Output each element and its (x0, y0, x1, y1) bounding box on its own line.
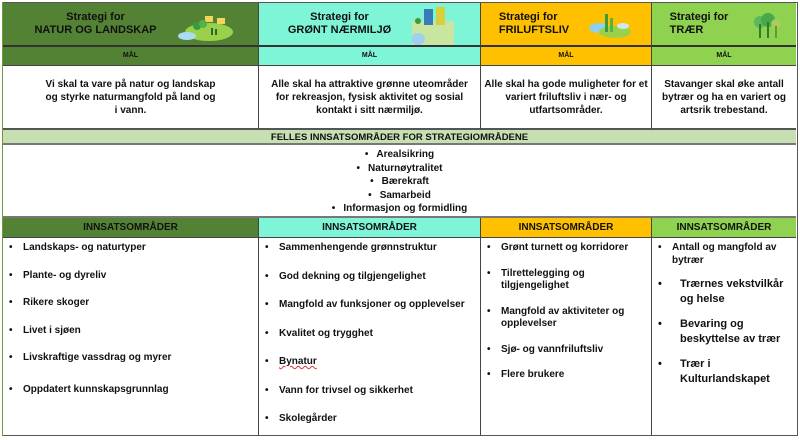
bullet-icon: • (658, 358, 662, 370)
header-frilufts-line2: FRILUFTSLIV (498, 24, 570, 36)
bullet-icon: • (487, 305, 491, 317)
innsats-body-row (3, 238, 796, 435)
bullet-icon: • (487, 369, 491, 380)
goal-frilufts: Alle skal ha gode muligheter for et variert friluftsliv i nær- og utfartsområder. (481, 66, 652, 130)
header-frilufts-line1: Strategi for (498, 11, 558, 23)
list-item: • Mangfold av funksjoner og opplevelser (265, 299, 465, 310)
bullet-icon: • (658, 278, 662, 290)
bullet-icon: • (265, 356, 269, 367)
list-item: • Plante- og dyreliv (9, 269, 107, 281)
header-gront (259, 3, 481, 47)
header-traer-line2: TRÆR (669, 24, 704, 36)
innsats-list-traer (652, 238, 796, 435)
list-item: • Sjø- og vannfriluftsliv (487, 343, 604, 355)
felles-item: • Arealsikring (365, 148, 434, 162)
bullet-icon: • (9, 269, 13, 281)
header-natur-line2: NATUR OG LANDSKAP (34, 24, 157, 36)
header-gront-line2: GRØNT NÆRMILJØ (287, 24, 392, 36)
header-traer (652, 3, 796, 47)
felles-item: • Samarbeid (368, 189, 431, 203)
list-item: • Livskraftige vassdrag og myrer (9, 352, 172, 363)
innsats-list-frilufts (481, 238, 652, 435)
list-item: • Grønt turnett og korridorer (487, 242, 629, 253)
mal-label-frilufts: MÅL (481, 47, 652, 66)
innsats-label-frilufts: INNSATSOMRÅDER (481, 218, 652, 238)
bullet-icon: • (9, 324, 13, 336)
bullet-icon: • (487, 242, 491, 253)
bullet-icon: • (265, 299, 269, 310)
felles-item: • Naturnøytralitet (357, 162, 443, 176)
list-item: • Mangfold av aktiviteter og opplevelser (487, 305, 625, 329)
bullet-icon: • (265, 384, 269, 396)
goal-gront: Alle skal ha attraktive grønne uteområder for rekreasjon, fysisk aktivitet og sosial kontakt i sitt nærmiljø. (259, 66, 481, 130)
goal-row (3, 66, 796, 130)
list-item: • Sammenhengende grønnstruktur (265, 242, 437, 253)
bullet-icon: • (9, 352, 13, 363)
landscape-illustration-icon (175, 8, 235, 42)
innsats-list-natur (3, 238, 259, 435)
mal-label-traer: MÅL (652, 47, 796, 66)
bullet-icon: • (9, 242, 13, 253)
innsats-label-natur: INNSATSOMRÅDER (3, 218, 259, 238)
list-item: • Tilrettelegging og tilgjengelighet (487, 267, 585, 291)
header-natur-line1: Strategi for (66, 11, 125, 23)
outdoor-recreation-illustration-icon (587, 8, 631, 42)
bullet-icon: • (265, 327, 269, 339)
header-traer-line1: Strategi for (669, 11, 729, 23)
felles-header: FELLES INNSATSOMRÅDER FOR STRATEGIOMRÅDENE (3, 130, 796, 145)
felles-item: • Informasjon og formidling (332, 202, 467, 216)
list-item: • God dekning og tilgjengelighet (265, 270, 426, 282)
list-item: • Antall og mangfold av bytrær (658, 242, 777, 266)
goal-traer: Stavanger skal øke antall bytrær og ha en variert og artsrik trebestand. (652, 66, 796, 130)
bullet-icon: • (658, 242, 662, 253)
strategy-header-row (3, 3, 796, 47)
felles-item: • Bærekraft (370, 175, 429, 189)
innsats-label-traer: INNSATSOMRÅDER (652, 218, 796, 238)
mal-row (3, 47, 796, 66)
list-item: • Vann for trivsel og sikkerhet (265, 384, 413, 396)
header-gront-line1: Strategi for (310, 11, 369, 23)
urban-green-illustration-icon (412, 7, 454, 45)
bullet-icon: • (487, 343, 491, 355)
innsats-list-gront (259, 238, 481, 435)
bullet-icon: • (265, 270, 269, 282)
list-item: • Kvalitet og trygghet (265, 327, 373, 339)
list-item: • Landskaps- og naturtyper (9, 242, 146, 253)
goal-natur: Vi skal ta vare på natur og landskap og styrke naturmangfold på land og i vann. (3, 66, 259, 130)
bullet-icon: • (487, 267, 491, 279)
bullet-icon: • (658, 318, 662, 330)
list-item: • Trær i Kulturlandskapet (658, 358, 770, 385)
felles-list (3, 145, 796, 218)
trees-illustration-icon (750, 8, 784, 42)
list-item: • Flere brukere (487, 369, 565, 380)
header-natur (3, 3, 259, 47)
innsats-label-gront: INNSATSOMRÅDER (259, 218, 481, 238)
mal-label-natur: MÅL (3, 47, 259, 66)
bullet-icon: • (265, 242, 269, 253)
mal-label-gront: MÅL (259, 47, 481, 66)
bullet-icon: • (9, 297, 13, 308)
header-frilufts (481, 3, 652, 47)
innsats-header-row (3, 218, 796, 238)
list-item: • Bynatur (265, 356, 317, 367)
list-item: • Trærnes vekstvilkår og helse (658, 278, 784, 305)
list-item: • Skolegårder (265, 413, 337, 424)
list-item: • Oppdatert kunnskapsgrunnlag (9, 383, 169, 395)
list-item: • Bevaring og beskyttelse av trær (658, 318, 781, 345)
list-item: • Rikere skoger (9, 297, 90, 308)
bullet-icon: • (9, 383, 13, 395)
bullet-icon: • (265, 413, 269, 424)
list-item: • Livet i sjøen (9, 324, 81, 336)
